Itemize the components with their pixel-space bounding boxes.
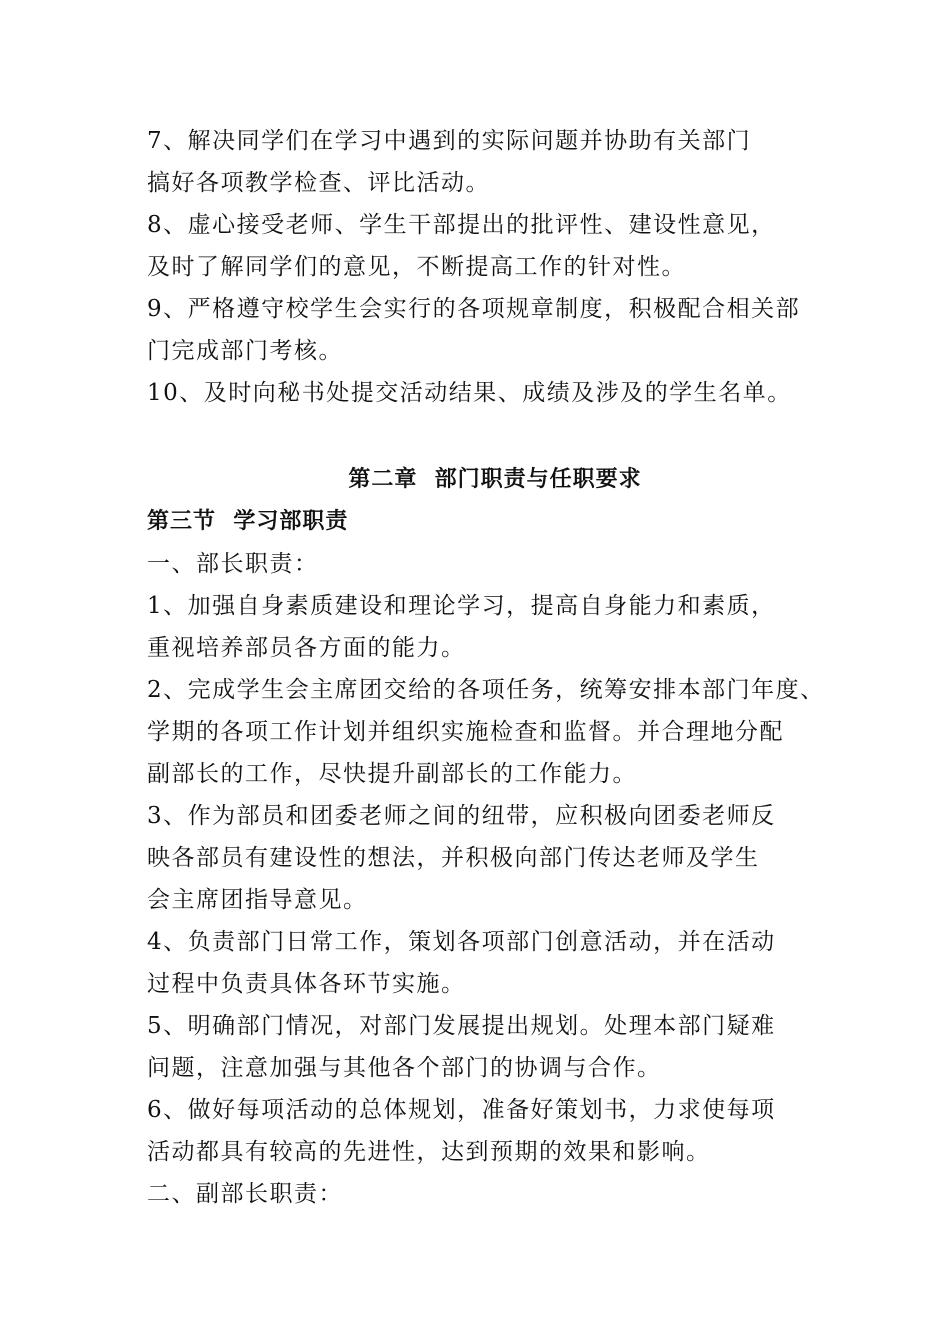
- text-line: 4、负责部门日常工作，策划各项部门创意活动，并在活动: [147, 929, 776, 955]
- text-line: 8、虚心接受老师、学生干部提出的批评性、建设性意见，: [147, 212, 776, 238]
- chapter-title: 第二章 部门职责与任职要求: [348, 467, 642, 492]
- paragraph-spacer: [147, 414, 837, 459]
- text-line: 活动都具有较高的先进性，达到预期的效果和影响。: [147, 1139, 711, 1165]
- text-line: 7、解决同学们在学习中遇到的实际问题并协助有关部门: [147, 128, 752, 154]
- document-body: [147, 120, 837, 1215]
- text-line: 及时了解同学们的意见，不断提高工作的针对性。: [147, 254, 686, 280]
- text-line: 5、明确部门情况，对部门发展提出规划。处理本部门疑难: [147, 1013, 776, 1039]
- text-line: 6、做好每项活动的总体规划，准备好策划书，力求使每项: [147, 1097, 776, 1123]
- text-line: 学期的各项工作计划并组织实施检查和监督。并合理地分配: [147, 719, 784, 745]
- text-line: 过程中负责具体各环节实施。: [147, 971, 466, 997]
- text-line: 10、及时向秘书处提交活动结果、成绩及涉及的学生名单。: [147, 380, 792, 406]
- text-line: 1、加强自身素质建设和理论学习，提高自身能力和素质，: [147, 593, 776, 619]
- text-line: 搞好各项教学检查、评比活动。: [147, 170, 490, 196]
- department-duties-list: [147, 543, 837, 1215]
- text-line: 2、完成学生会主席团交给的各项任务，统筹安排本部门年度、: [147, 677, 825, 703]
- text-line: 会主席团指导意见。: [147, 887, 368, 913]
- text-line: 重视培养部员各方面的能力。: [147, 635, 466, 661]
- text-line: 映各部员有建设性的想法，并积极向部门传达老师及学生: [147, 845, 760, 871]
- section-title: 第三节 学习部职责: [147, 509, 349, 534]
- text-line: 门完成部门考核。: [147, 338, 343, 364]
- text-line: 副部长的工作，尽快提升副部长的工作能力。: [147, 761, 637, 787]
- subheading-line: 一、部长职责：: [147, 551, 319, 577]
- subheading-line: 二、副部长职责：: [147, 1181, 343, 1207]
- duties-list-continued: [147, 120, 837, 414]
- text-line: 问题，注意加强与其他各个部门的协调与合作。: [147, 1055, 662, 1081]
- text-line: 9、严格遵守校学生会实行的各项规章制度，积极配合相关部: [147, 296, 801, 322]
- text-line: 3、作为部员和团委老师之间的纽带，应积极向团委老师反: [147, 803, 776, 829]
